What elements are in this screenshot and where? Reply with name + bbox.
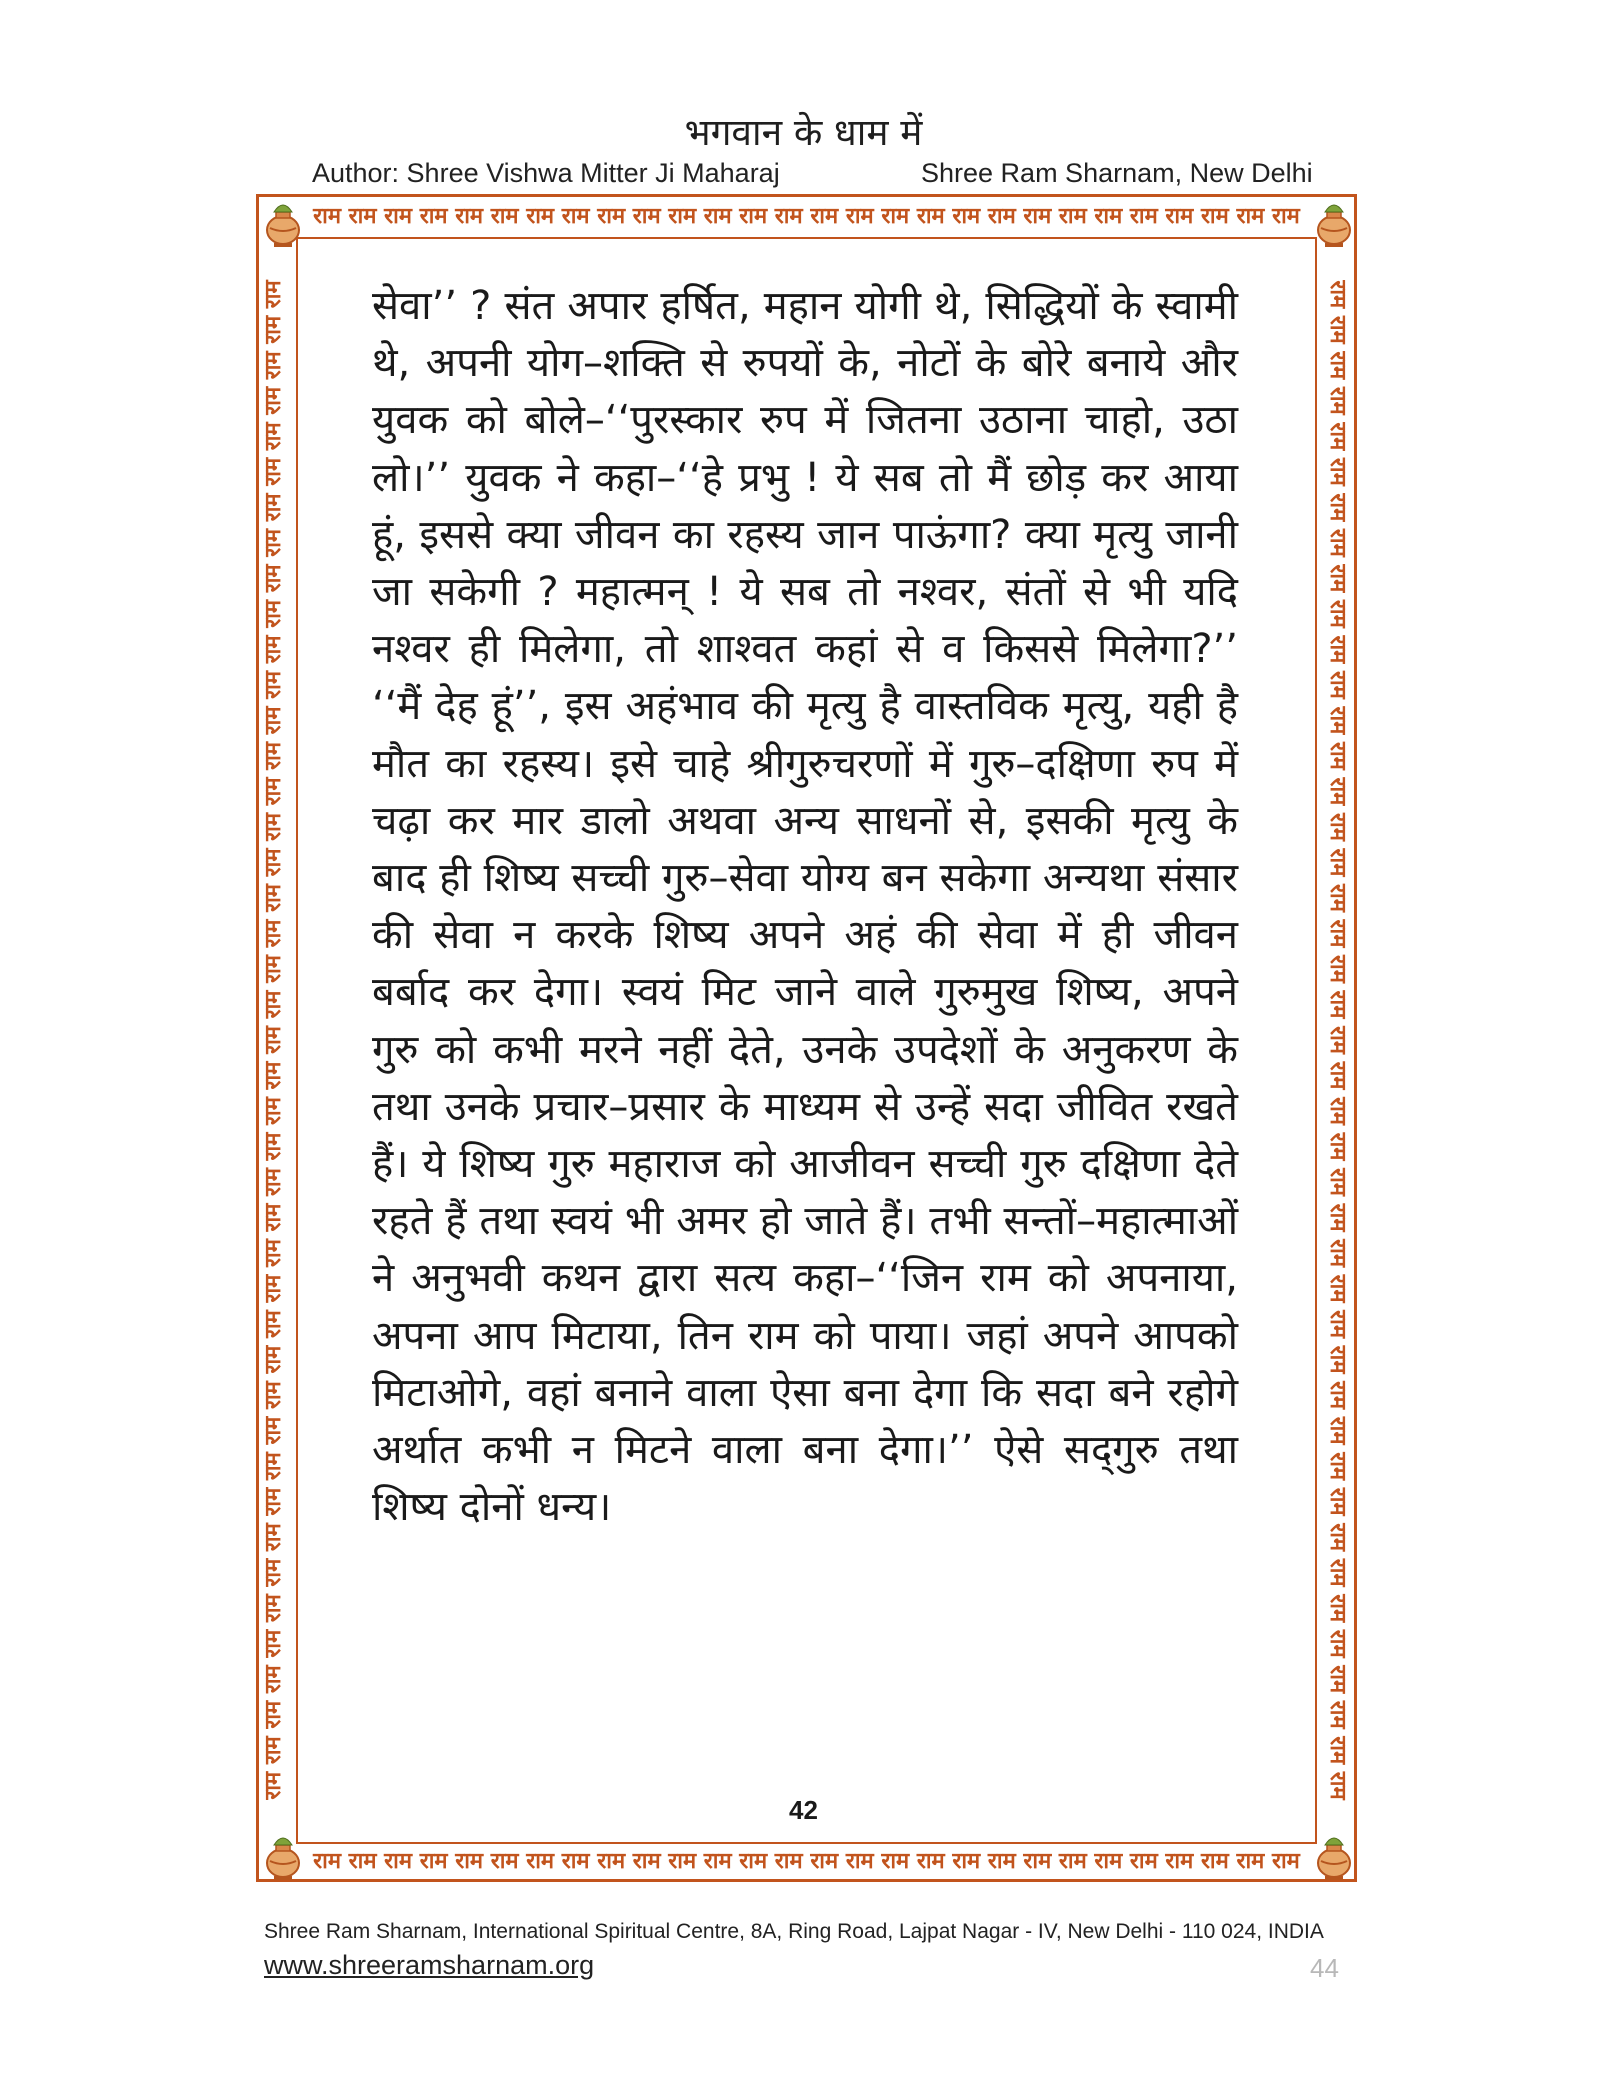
body-paragraph: सेवा’’ ? संत अपार हर्षित, महान योगी थे, सिद्धियों के स्वामी थे, अपनी योग–शक्ति से रुपयों के, नोटों के बोरे बनाये और युवक को बोले–‘‘पुरस्कार रुप में जितना उठाना चाहो, उठा लो।’’ युवक ने कहा–‘‘हे प्रभु ! ये सब तो मैं छोड़ कर आया हूं, इससे क्या जीवन का रहस्य जान पाऊंगा? क्या मृत्यु जानी जा सकेगी ? महात्मन् ! ये सब तो नश्वर, संतों से भी यदि नश्वर ही मिलेगा, तो शाश्वत कहां से व किससे मिलेगा?’’ ‘‘मैं देह हूं’’, इस अहंभाव की मृत्यु है वास्तविक मृत्यु, यही है मौत का रहस्य। इसे चाहे श्रीगुरुचरणों में गुरु–दक्षिणा रुप में चढ़ा कर मार डालो अथवा अन्य साधनों से, इसकी मृत्यु के बाद ही शिष्य सच्ची गुरु–सेवा योग्य बन सकेगा अन्यथा संसार की सेवा न करके शिष्य अपने अहं की सेवा में ही जीवन बर्बाद कर देगा। स्वयं मिट जाने वाले गुरुमुख शिष्य, अपने गुरु को कभी मरने नहीं देते, उनके उपदेशों के अनुकरण के तथा उनके प्रचार–प्रसार के माध्यम से उन्हें सदा जीवित रखते हैं। ये शिष्य गुरु महाराज को आजीवन सच्ची गुरु दक्षिणा देते रहते हैं तथा स्वयं भी अमर हो जाते हैं। तभी सन्तों–महात्माओं ने अनुभवी कथन द्वारा सत्य कहा–‘‘जिन राम को अपनाया, अपना आप मिटाया, तिन राम को पाया। जहां अपने आपको मिटाओगे, वहां बनाने वाला ऐसा बना देगा कि सदा बने रहोगे अर्थात कभी न मिटने वाला बना देगा।’’ ऐसे सद्‌गुरु तथा शिष्य दोनों धन्य। <box>372 283 1238 1531</box>
footer-address: Shree Ram Sharnam, International Spiritual Centre, 8A, Ring Road, Lajpat Nagar - IV, New Delhi - 110 024, INDIA <box>264 1920 1324 1943</box>
kalash-icon <box>262 1831 304 1881</box>
website-link[interactable]: www.shreeramsharnam.org <box>264 1950 595 1980</box>
ram-border-left: राम राम राम राम राम राम राम राम राम राम राम राम राम राम राम राम राम राम राम राम राम राम राम राम राम राम राम राम राम राम राम राम राम राम राम राम राम राम राम राम राम राम राम <box>261 280 286 1800</box>
kalash-icon <box>262 198 304 248</box>
pdf-page-number: 44 <box>1310 1953 1339 1983</box>
ram-border-top: राम राम राम राम राम राम राम राम राम राम राम राम राम राम राम राम राम राम राम राम राम राम राम राम राम राम राम राम <box>313 204 1300 229</box>
kalash-icon <box>1313 1831 1355 1881</box>
page-number: 42 <box>789 1795 818 1825</box>
book-title: भगवान के धाम में <box>684 111 923 154</box>
kalash-icon <box>1313 198 1355 248</box>
ram-border-right: राम राम राम राम राम राम राम राम राम राम राम राम राम राम राम राम राम राम राम राम राम राम राम राम राम राम राम राम राम राम राम राम राम राम राम राम राम राम राम राम राम राम राम <box>1325 280 1350 1800</box>
publisher-line: Shree Ram Sharnam, New Delhi <box>921 158 1313 188</box>
author-line: Author: Shree Vishwa Mitter Ji Maharaj <box>312 158 780 188</box>
ram-border-bottom: राम राम राम राम राम राम राम राम राम राम राम राम राम राम राम राम राम राम राम राम राम राम राम राम राम राम राम राम <box>313 1849 1300 1874</box>
